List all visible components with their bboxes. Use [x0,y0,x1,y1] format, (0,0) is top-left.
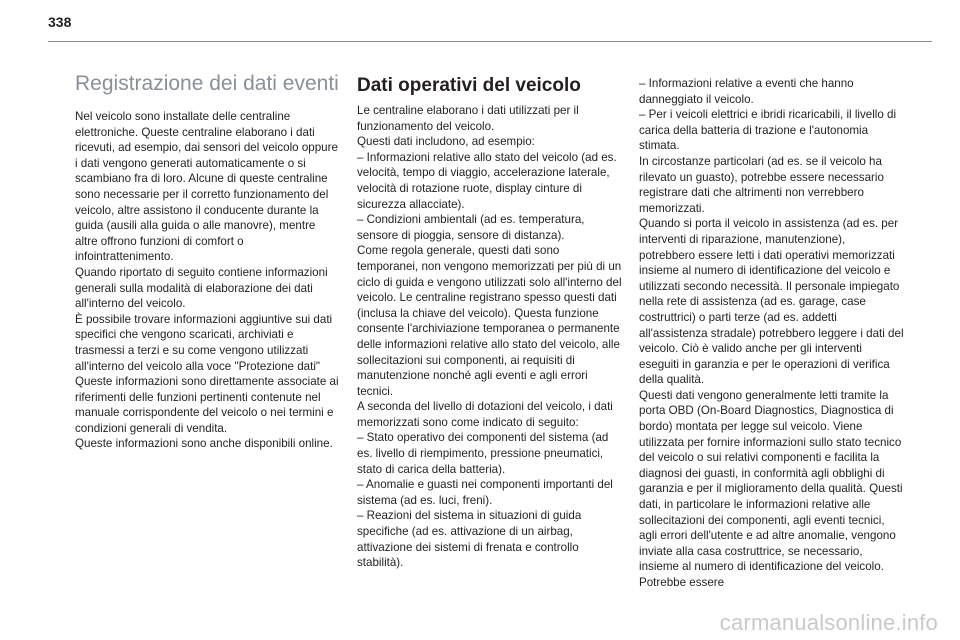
section-title-event-recording: Registrazione dei dati eventi [75,72,339,95]
paragraph: Questi dati vengono generalmente letti tramite la porta OBD (On-Board Diagnostics, Diagnostica di bordo) montata per legge sul veicolo. Viene utilizzata per fornire informazioni sullo stato tecnico del veicolo o sui relativi componenti e facilita la diagnosi dei guasti, in conformità agli obblighi di garanzia e per il miglioramento della qualità. Questi dati, in particolare le informazioni relative alle sollecitazioni dei componenti, agli eventi tecnici, agli errori dell'utente e ad altre anomalie, vengono inviate alla casa costruttrice, se necessario, insieme al numero di identificazione del veicolo. Potrebbe essere [639,388,903,589]
paragraph: È possibile trovare informazioni aggiuntive sui dati specifici che vengono scaricati, archiviati e trasmessi a terzi e su come vengono utilizzati all'interno del veicolo alla voce "Protezione dati" [75,312,333,373]
column-vehicle-operating-data [357,72,622,571]
list-item: – Per i veicoli elettrici e ibridi ricaricabili, il livello di carica della batteria di trazione e l'autonomia stimata. [639,108,897,153]
header-divider [48,41,932,42]
paragraph: Quando si porta il veicolo in assistenza (ad es. per interventi di riparazione, manutenzione), potrebbero essere letti i dati operativi memorizzati insieme al numero di identificazione del veicolo e utilizzati secondo necessità. Il personale impiegato nella rete di assistenza (ad es. garage, case costruttrici) o parti terze (ad es. addetti all'assistenza stradale) potrebbero leggere i dati del veicolo. Ciò è valido anche per gli interventi eseguiti in garanzia e per le operazioni di verifica della qualità. [639,217,904,387]
paragraph: Questi dati includono, ad esempio: [357,135,535,149]
watermark: carmanualsonline.info [719,610,938,635]
paragraph: A seconda del livello di dotazioni del veicolo, i dati memorizzati sono come indicato di seguito: [357,400,613,429]
paragraph: In circostanze particolari (ad es. se il veicolo ha rilevato un guasto), potrebbe essere necessario registrare dati che altrimenti non verrebbero memorizzati. [639,154,884,215]
paragraph: Quando riportato di seguito contiene informazioni generali sulla modalità di elaborazione dei dati all'interno del veicolo. [75,265,328,311]
paragraph: Le centraline elaborano i dati utilizzati per il funzionamento del veicolo. [357,104,579,133]
paragraph: Queste informazioni sono anche disponibili online. [75,437,333,451]
list-item: – Informazioni relative allo stato del veicolo (ad es. velocità, tempo di viaggio, accelerazione laterale, velocità di rotazione ruote, display cinture di sicurezza allacciate). [357,150,617,211]
list-item: – Anomalie e guasti nei componenti importanti del sistema (ad es. luci, freni). [357,478,613,507]
section-title-operating-data: Dati operativi del veicolo [357,75,581,96]
paragraph: Queste informazioni sono direttamente associate ai riferimenti delle funzioni pertinenti contenute nel manuale corrispondente del veicolo o nei termini e condizioni generali di vendita. [75,375,339,435]
list-item: – Informazioni relative a eventi che hanno danneggiato il veicolo. [639,77,854,106]
paragraph: Come regola generale, questi dati sono temporanei, non vengono memorizzati per più di un ciclo di guida e vengono utilizzati solo all'interno del veicolo. Le centraline registrano spesso questi dati (inclusa la chiave del veicolo). Questa funzione consente l'archiviazione temporanea o permanente delle informazioni relative allo stato del veicolo, alle sollecitazioni sui componenti, ai requisiti di manutenzione nonché agli eventi e agli errori tecnici. [357,244,622,398]
page-number: 338 [48,14,72,30]
list-item: – Stato operativo dei componenti del sistema (ad es. livello di riempimento, pressione pneumatici, stato di carica della batteria). [357,431,609,476]
paragraph: Nel veicolo sono installate delle centraline elettroniche. Queste centraline elaborano i dati ricevuti, ad esempio, dai sensori del veicolo oppure i dati vengono generati automaticamente o si scambiano fra di loro. Alcune di queste centraline sono necessarie per il corretto funzionamento del veicolo, altre assistono il conducente durante la guida (ausili alla guida o alle manovre), mentre altre offrono funzioni di comfort o infointrattenimento. [75,110,338,264]
list-item: – Condizioni ambientali (ad es. temperatura, sensore di pioggia, sensore di distanza). [357,213,585,242]
list-item: – Reazioni del sistema in situazioni di guida specifiche (ad es. attivazione di un airbag, attivazione dei sistemi di frenata e controllo stabilità). [357,509,582,570]
column-continued [639,76,904,591]
column-event-recording [75,72,340,452]
